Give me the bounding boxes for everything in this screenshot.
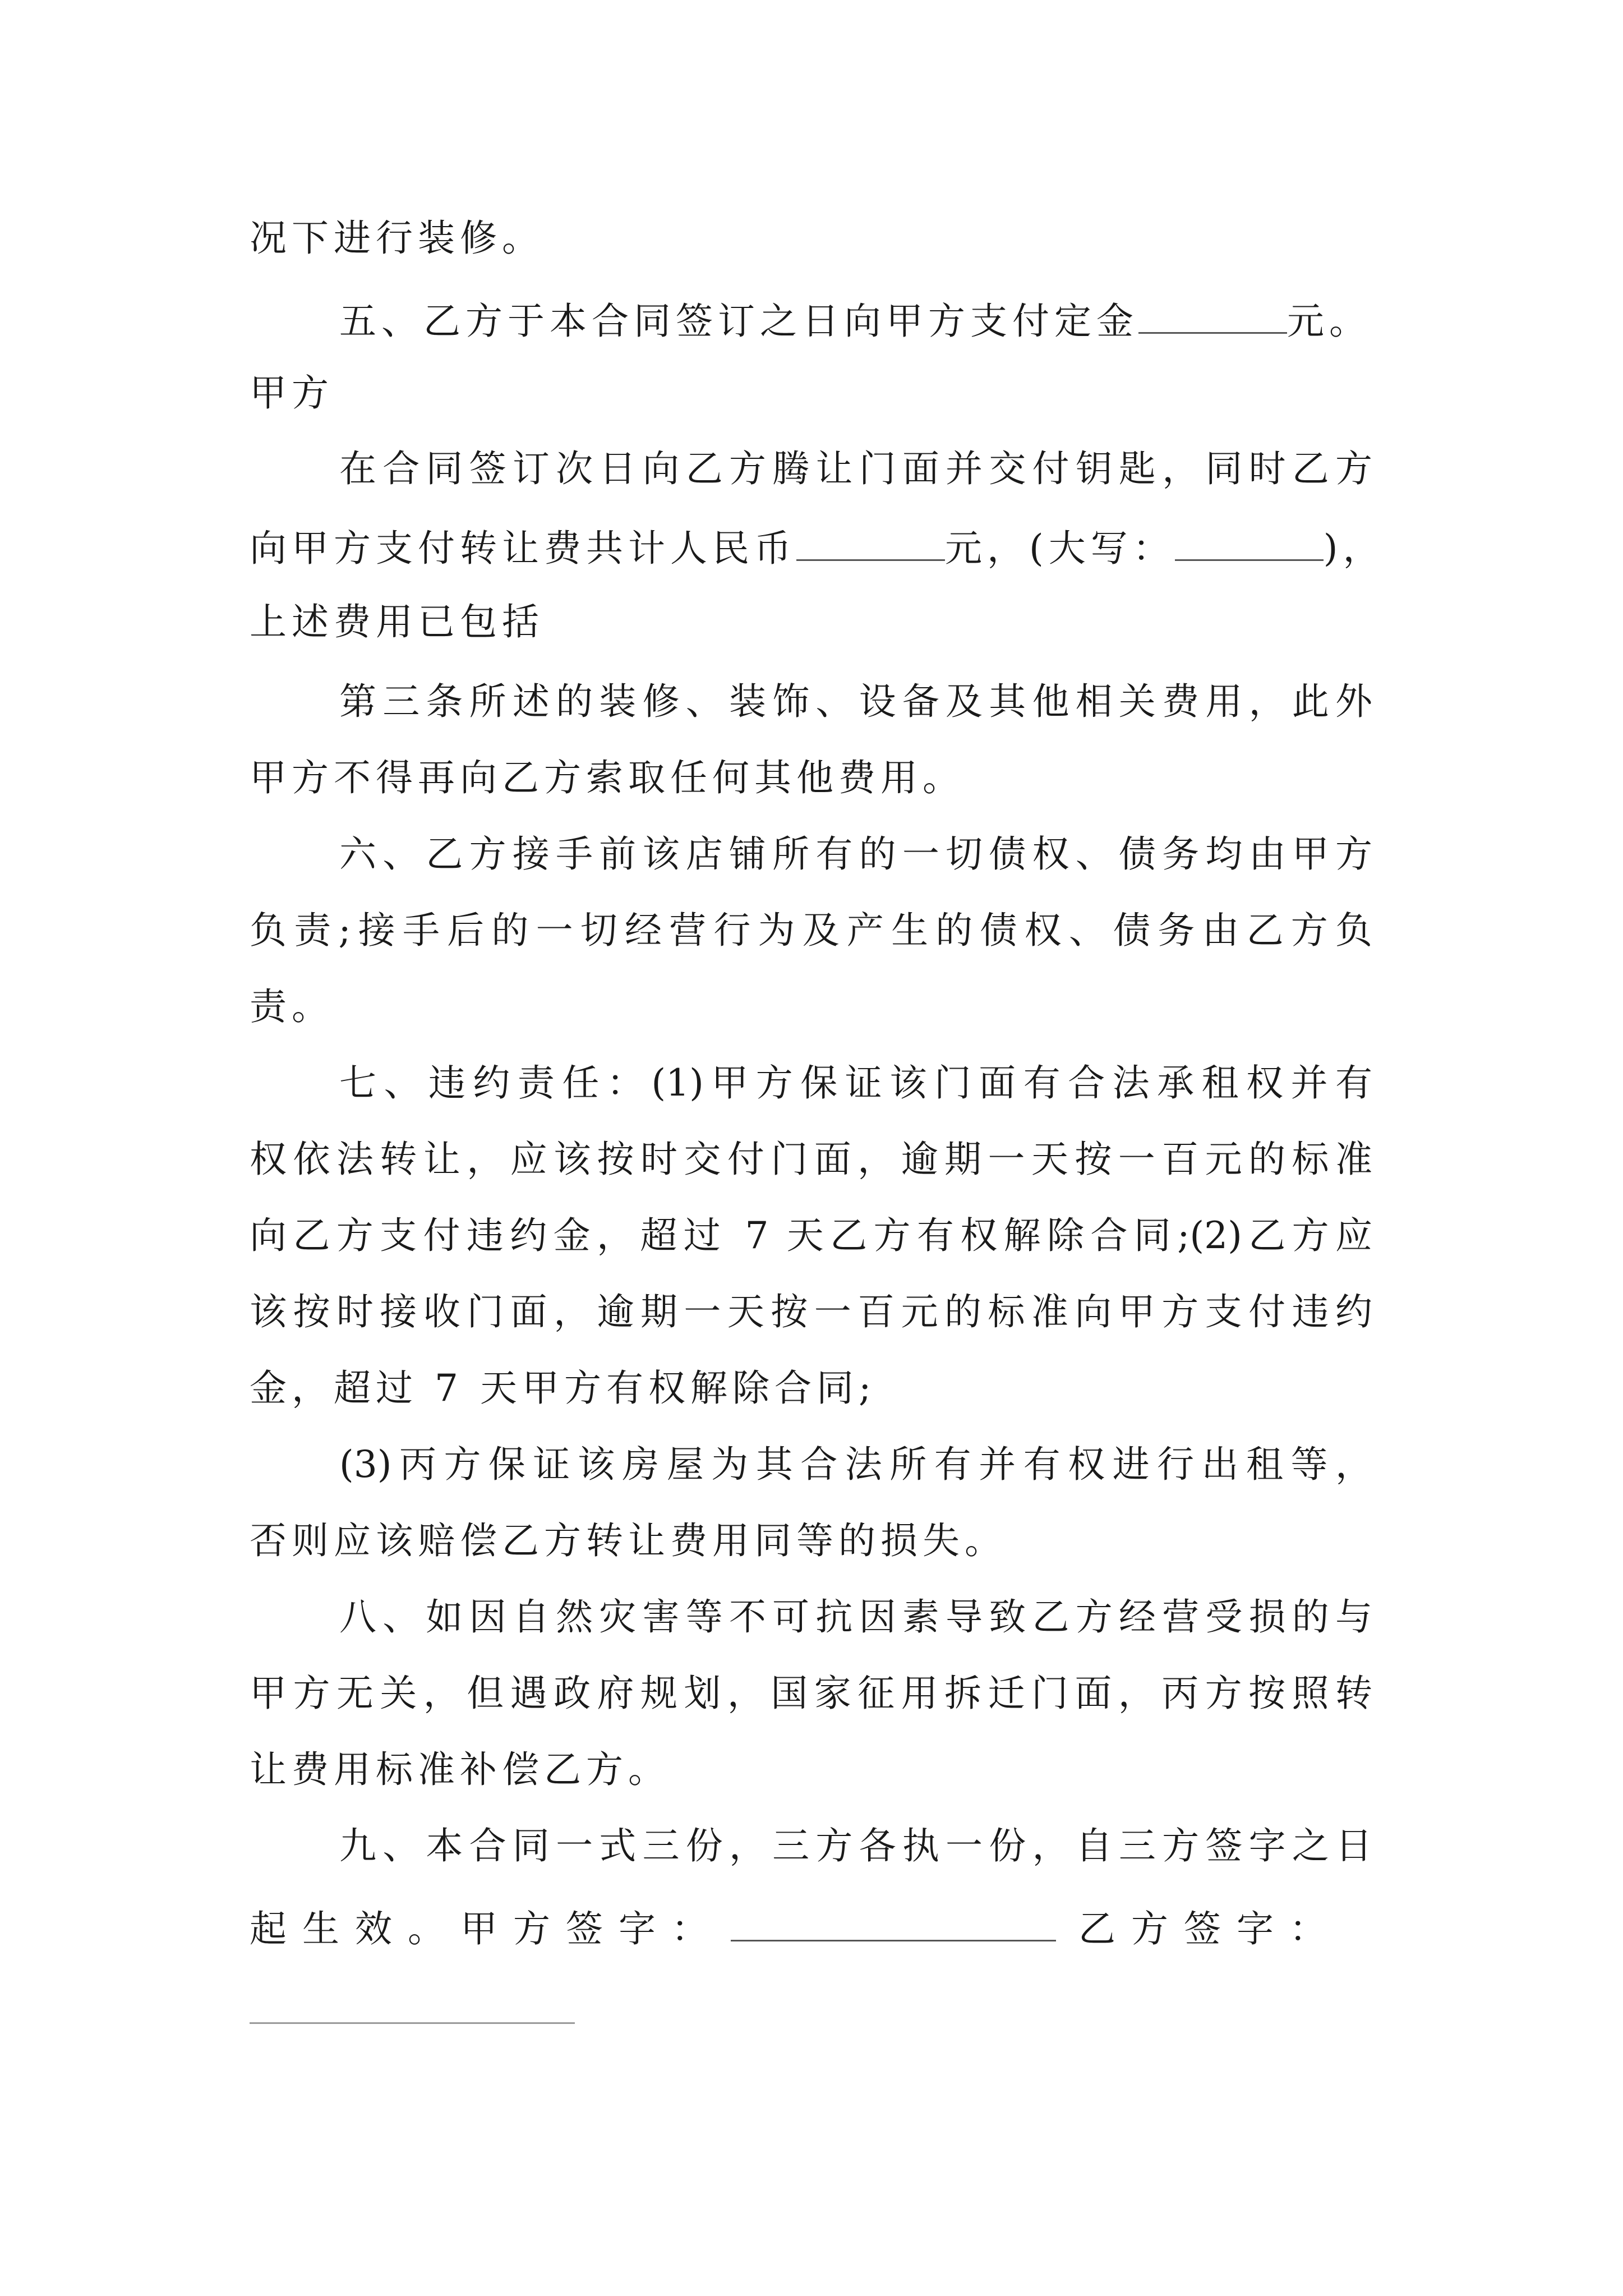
- text-line: 否则应该赔偿乙方转让费用同等的损失。: [250, 1519, 1007, 1562]
- text-line: 向乙方支付违约金，超过 7 天乙方有权解除合同;(2)乙方应: [250, 1214, 1372, 1257]
- text-line: 七、违约责任：(1)甲方保证该门面有合法承租权并有: [339, 1061, 1372, 1105]
- text-line: 上述费用已包括: [250, 600, 544, 643]
- text-line: 权依法转让，应该按时交付门面，逾期一天按一百元的标准: [250, 1138, 1372, 1181]
- text-line: 甲方无关，但遇政府规划，国家征用拆迁门面，丙方按照转: [250, 1672, 1372, 1715]
- text-line: 第三条所述的装修、装饰、设备及其他相关费用，此外: [339, 680, 1372, 723]
- text-line: 责。: [250, 985, 334, 1028]
- text-line: 让费用标准补偿乙方。: [250, 1748, 670, 1791]
- party-b-signature-label: 乙方签字：: [1078, 1907, 1342, 1950]
- text-line: 甲方: [250, 371, 334, 415]
- text-line: 况下进行装修。: [250, 217, 544, 260]
- text-line: 九、本合同一式三份，三方各执一份，自三方签字之日: [339, 1824, 1372, 1867]
- party-a-signature-blank: [731, 1907, 1056, 1941]
- text-line-deposit: 五、乙方于本合同签订之日向甲方支付定金 元。: [339, 300, 1371, 343]
- transfer-fee-blank: [796, 527, 945, 561]
- amount-in-words-blank: [1175, 527, 1324, 561]
- effective-and-party-a-signature-label: 起生效。甲方签字：: [250, 1907, 724, 1950]
- party-b-signature-blank: [250, 2022, 575, 2024]
- text-line: 六、乙方接手前该店铺所有的一切债权、债务均由甲方: [339, 832, 1372, 876]
- text-line: 在合同签订次日向乙方腾让门面并交付钥匙，同时乙方: [339, 447, 1372, 490]
- text-line: 负责;接手后的一切经营行为及产生的债权、债务由乙方负: [250, 909, 1372, 952]
- text-line: 金，超过 7 天甲方有权解除合同;: [250, 1366, 877, 1410]
- text-line: (3)丙方保证该房屋为其合法所有并有权进行出租等，: [339, 1443, 1372, 1486]
- deposit-amount-blank: [1138, 300, 1287, 334]
- text-line: 八、如因自然灾害等不可抗因素导致乙方经营受损的与: [339, 1595, 1372, 1639]
- text-line: 甲方不得再向乙方索取任何其他费用。: [250, 756, 965, 799]
- text-line-transfer-fee: 向甲方支付转让费共计人民币 元，(大写： )，: [250, 527, 1385, 570]
- signature-line: [250, 1907, 1342, 1948]
- text-line: 该按时接收门面，逾期一天按一百元的标准向甲方支付违约: [250, 1290, 1372, 1333]
